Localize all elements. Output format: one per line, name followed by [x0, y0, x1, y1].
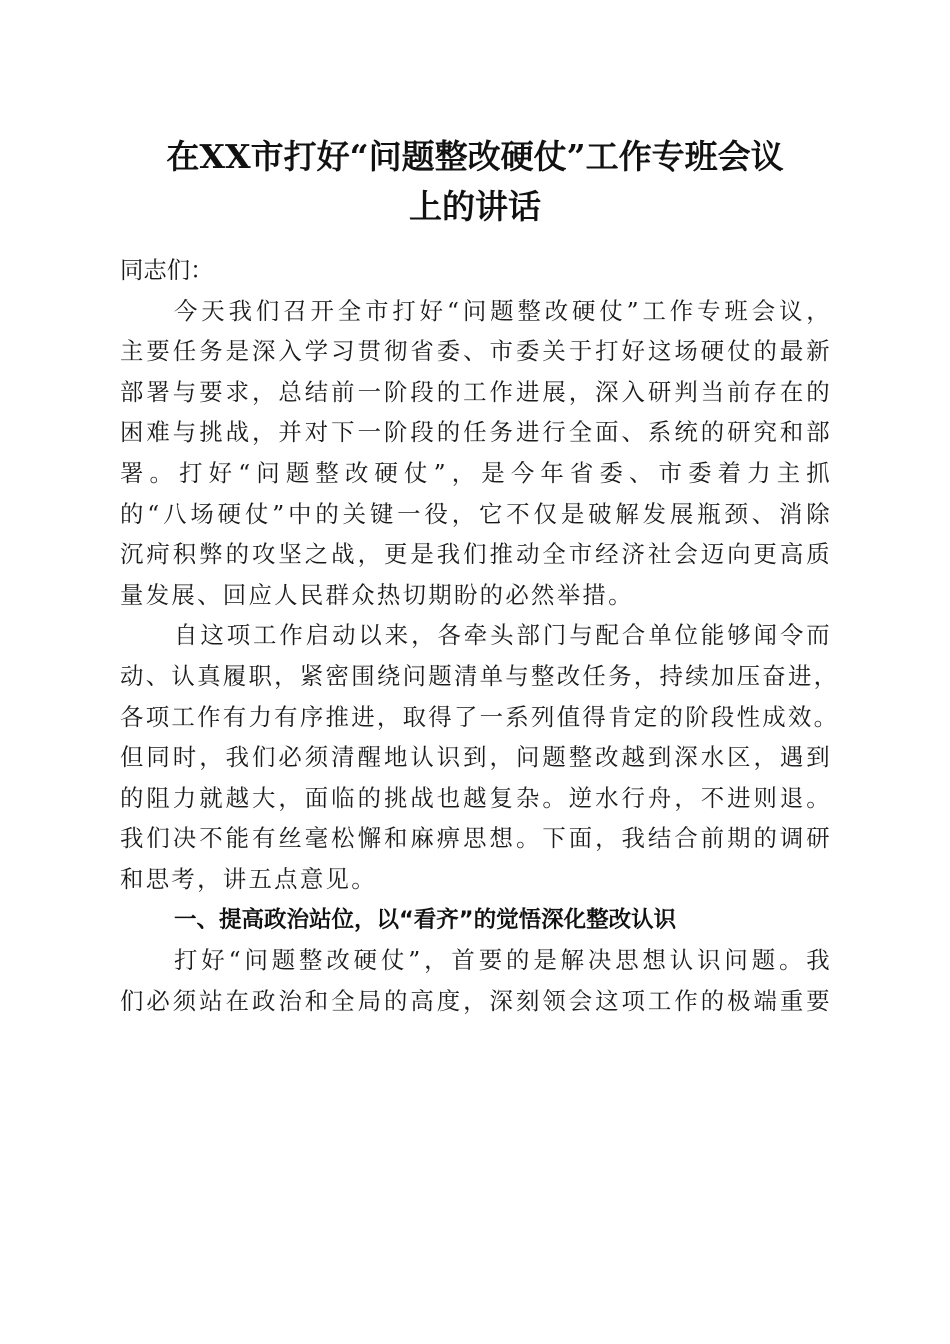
paragraph-line: 部署与要求，总结前一阶段的工作进展，深入研判当前存在的	[120, 377, 832, 406]
paragraph-line: 困难与挑战，并对下一阶段的任务进行全面、系统的研究和部	[120, 418, 832, 447]
salutation: 同志们：	[120, 256, 214, 284]
paragraph-line: 的阻力就越大，面临的挑战也越复杂。逆水行舟，不进则退。	[120, 783, 832, 812]
paragraph-line: 动、认真履职，紧密围绕问题清单与整改任务，持续加压奋进，	[120, 661, 840, 690]
paragraph-line: 但同时，我们必须清醒地认识到，问题整改越到深水区，遇到	[120, 743, 832, 772]
paragraph-line: 量发展、回应人民群众热切期盼的必然举措。	[120, 580, 634, 609]
section-heading: 一、提高政治站位，以“看齐”的觉悟深化整改认识	[174, 906, 677, 933]
paragraph-line: 的“八场硬仗”中的关键一役，它不仅是破解发展瓶颈、消除	[120, 499, 832, 528]
paragraph-section-one	[120, 940, 832, 1021]
paragraph-line: 们必须站在政治和全局的高度，深刻领会这项工作的极端重要	[120, 986, 832, 1015]
paragraph-line: 各项工作有力有序推进，取得了一系列值得肯定的阶段性成效。	[120, 702, 840, 731]
document-title	[100, 132, 850, 232]
title-line: 在XX市打好“问题整改硬仗”工作专班会议	[166, 137, 784, 176]
paragraph-line: 今天我们召开全市打好“问题整改硬仗”工作专班会议，	[174, 296, 832, 325]
title-line: 上的讲话	[409, 187, 541, 226]
paragraph-line: 打好“问题整改硬仗”，首要的是解决思想认识问题。我	[174, 946, 832, 975]
paragraph-opening	[120, 291, 832, 616]
paragraph-line: 和思考，讲五点意见。	[120, 864, 377, 893]
paragraph-line: 我们决不能有丝毫松懈和麻痹思想。下面，我结合前期的调研	[120, 824, 832, 853]
paragraph-line: 主要任务是深入学习贯彻省委、市委关于打好这场硬仗的最新	[120, 337, 832, 366]
paragraph-line: 自这项工作启动以来，各牵头部门与配合单位能够闻令而	[174, 621, 832, 650]
paragraph-progress	[120, 615, 840, 899]
document-body	[120, 250, 840, 1021]
paragraph-line: 署。打好“问题整改硬仗”，是今年省委、市委着力主抓	[120, 458, 832, 487]
paragraph-line: 沉疴积弊的攻坚之战，更是我们推动全市经济社会迈向更高质	[120, 540, 832, 569]
